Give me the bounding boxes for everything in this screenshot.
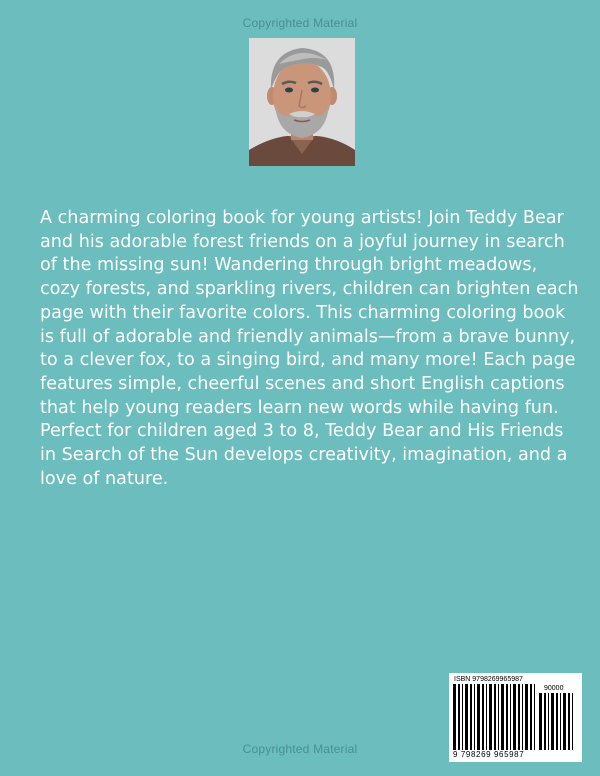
author-portrait-icon (249, 38, 355, 166)
copyright-watermark-top: Copyrighted Material (242, 16, 358, 30)
isbn-barcode (449, 673, 582, 762)
barcode-bars-icon (453, 684, 537, 750)
author-photo (249, 38, 355, 166)
isbn-label: ISBN 9798269965987 (454, 676, 523, 683)
barcode-addon-bars-icon (539, 693, 577, 750)
barcode-digits: 9 798269 965987 (453, 750, 525, 759)
price-code: 90000 (544, 685, 564, 692)
copyright-watermark-bottom: Copyrighted Material (242, 742, 358, 756)
book-description: A charming coloring book for young artists! Join Teddy Bear and his adorable forest friends on a joyful journey in search of the missing sun! Wandering through bright meadows, cozy forests, and sparkling rivers, children can brighten each page with their favorite colors. This charming coloring book is full of adorable and friendly animals—from a brave bunny, to a clever fox, to a singing bird, and many more! Each page features simple, cheerful scenes and short English captions that help young readers learn new words while having fun. Perfect for children aged 3 to 8, Teddy Bear and His Friends in Search of the Sun develops creativity, imagination, and a love of nature. (40, 208, 579, 489)
